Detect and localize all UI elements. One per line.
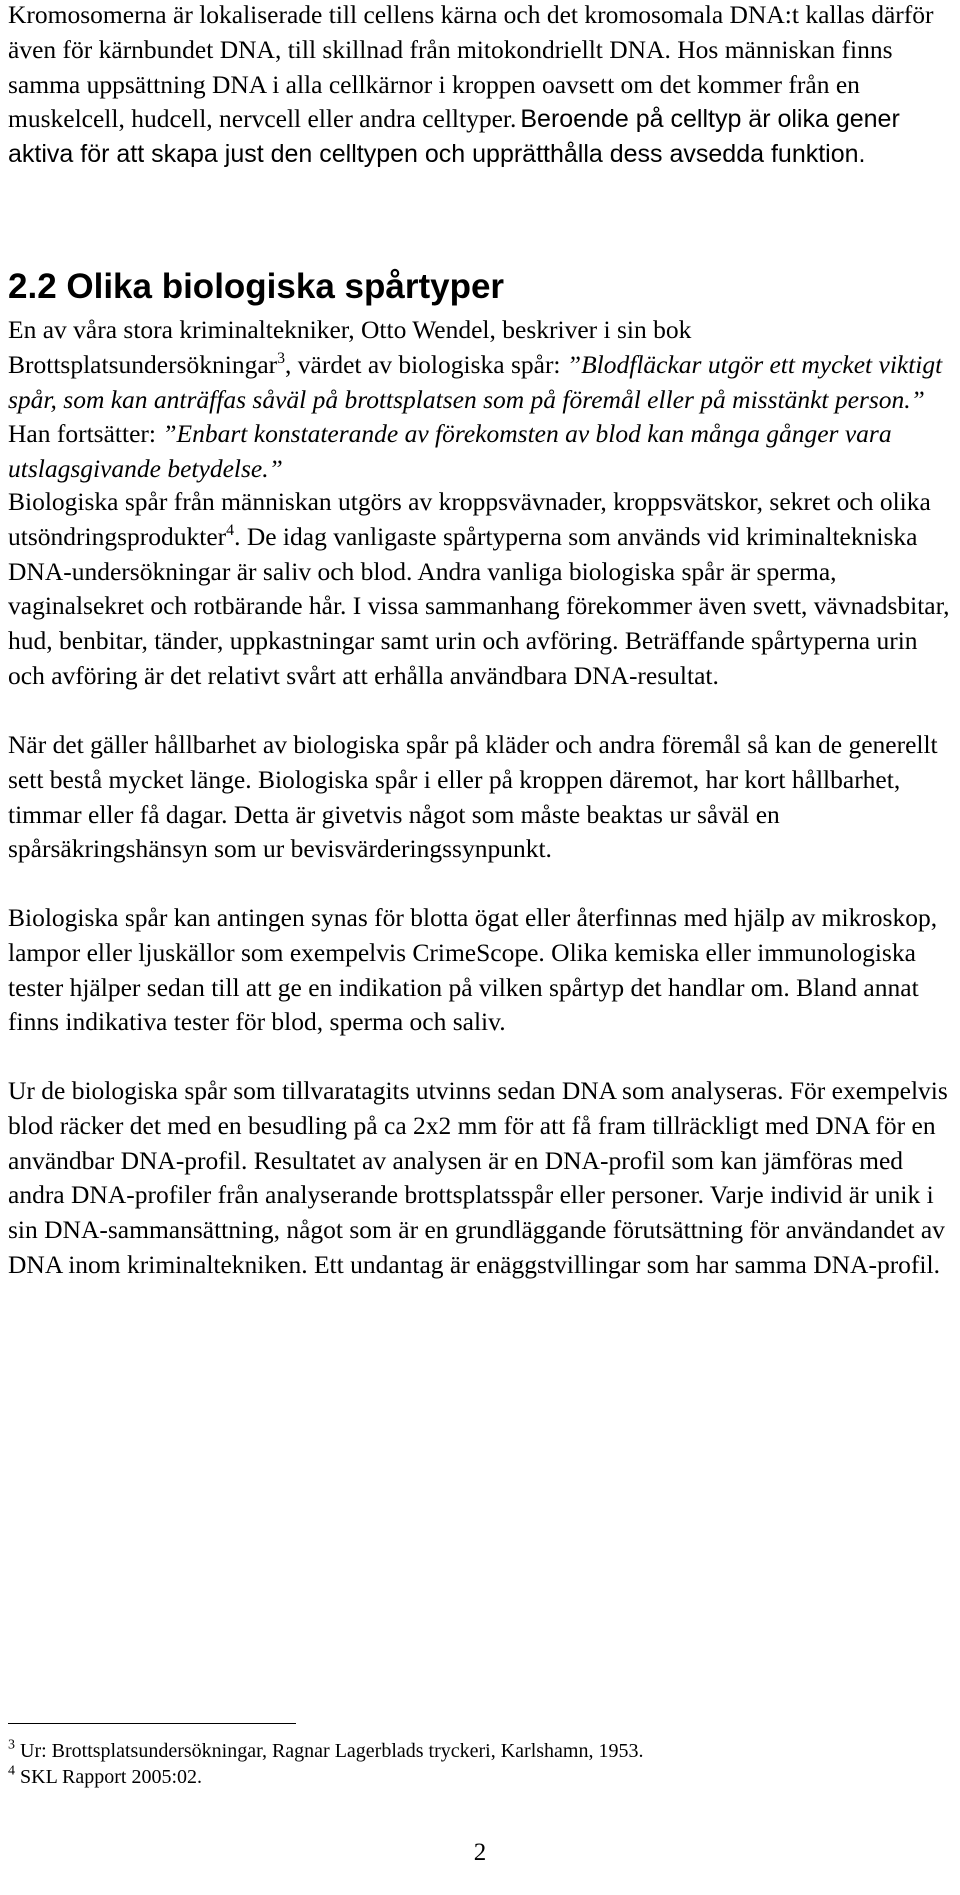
paragraph-sparkategorier-rest: . De idag vanligaste spårtyperna som används vid kriminaltekniska DNA-undersökningar är saliv och blod. Andra vanliga biologiska spår är sperma, vaginalsekret och rotbärande hår. I vissa sammanhang förekommer även svett, vävnadsbitar, hud, benbitar, tänder, uppkastningar samt urin och avföring. Beträffande spårtyperna urin och avföring är det relativt svårt att erhålla användbara DNA-resultat. — [8, 521, 950, 690]
paragraph-wendel-lead: En av våra stora kriminaltekniker, Otto Wendel, beskriver i sin bok Brottsplatsundersökningar — [8, 315, 692, 379]
intro-sans-text: Beroende på celltyp är olika gener aktiva för att skapa just den celltypen och upprätthålla dess avsedda funktion. — [8, 105, 900, 169]
footnote-3 — [8, 1738, 952, 1764]
footnote-separator — [8, 1723, 296, 1724]
paragraph-dna-analys — [8, 1074, 952, 1283]
footnote-4 — [8, 1764, 952, 1790]
paragraph-wendel-after-ref: , värdet av biologiska spår: — [285, 349, 567, 379]
paragraph-wendel-middle: Han fortsätter: — [8, 419, 163, 449]
paragraph-hallbarhet-text: När det gäller hållbarhet av biologiska spår på kläder och andra föremål så kan de generellt sett bestå mycket länge. Biologiska spår i eller på kroppen däremot, har kort hållbarhet, timmar eller få dagar. Detta är givetvis något som måste beaktas ur såväl en spårsäkringshänsyn som ur bevisvärderingssynpunkt. — [8, 730, 938, 864]
paragraph-sparkategorier-lead: Biologiska spår från människan utgörs av kroppsvävnader, kroppsvätskor, sekret och olika utsöndringsprodukter — [8, 487, 931, 551]
intro-serif-text: Kromosomerna är lokaliserade till cellens kärna och det kromosomala DNA:t kallas därför även för kärnbundet DNA, till skillnad från mitokondriellt DNA. Hos människan finns samma uppsättning DNA i alla cellkärnor i kroppen oavsett om det kommer från en muskelcell, hudcell, nervcell eller andra celltyper. — [8, 0, 934, 134]
paragraph-sparkategorier — [8, 485, 952, 694]
paragraph-synlighet-text: Biologiska spår kan antingen synas för blotta ögat eller återfinnas med hjälp av mikroskop, lampor eller ljuskällor som exempelvis CrimeScope. Olika kemiska eller immunologiska tester hjälper sedan till att ge en indikation på vilken spårtyp det handlar om. Bland annat finns indikativa tester för blod, sperma och saliv. — [8, 903, 938, 1037]
intro-paragraph — [8, 0, 952, 171]
quote-blodflackar: ”Blodfläckar utgör ett mycket viktigt spår, som kan anträffas såväl på brottsplatsen som på föremål eller på misstänkt person.” — [8, 349, 943, 414]
section-heading: 2.2 Olika biologiska spårtyper — [8, 267, 505, 306]
paragraph-dna-analys-text: Ur de biologiska spår som tillvaratagits utvinns sedan DNA som analyseras. För exempelvis blod räcker det med en besudling på ca 2x2 mm för att få fram tillräckligt med DNA för en användbar DNA-profil. Resultatet av analysen är en DNA-profil som kan jämföras med andra DNA-profiler från analyserande brottsplatsspår eller personer. Varje individ är unik i sin DNA-sammansättning, något som är en grundläggande förutsättning för användandet av DNA inom kriminaltekniken. Ett undantag är enäggstvillingar som har samma DNA-profil. — [8, 1076, 948, 1279]
footnote-4-number: 4 — [8, 1763, 15, 1779]
footnote-ref-4: 4 — [226, 522, 235, 539]
paragraph-wendel — [8, 313, 952, 487]
footnote-3-text: Ur: Brottsplatsundersökningar, Ragnar Lagerblads tryckeri, Karlshamn, 1953. — [15, 1740, 644, 1762]
paragraph-synlighet — [8, 901, 952, 1040]
footnote-ref-3: 3 — [277, 350, 286, 367]
paragraph-hallbarhet — [8, 728, 952, 867]
quote-enbart: ”Enbart konstaterande av förekomsten av blod kan många gånger vara utslagsgivande betydelse.” — [8, 419, 892, 484]
page-number: 2 — [473, 1839, 487, 1866]
footnote-3-number: 3 — [8, 1737, 15, 1753]
footnote-4-text: SKL Rapport 2005:02. — [15, 1766, 203, 1788]
